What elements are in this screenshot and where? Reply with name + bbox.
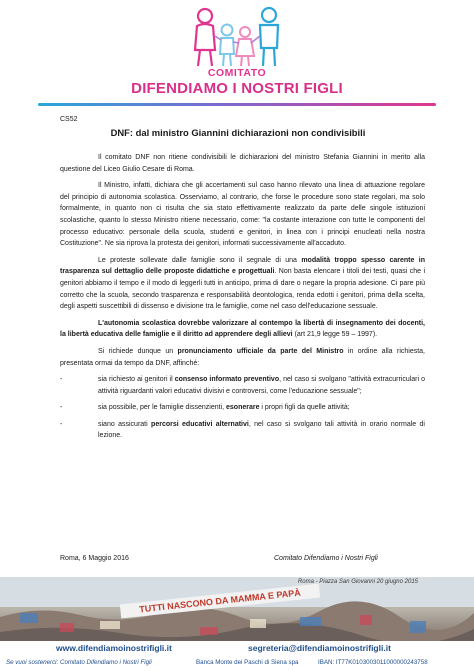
emphasis-text: pronunciamento ufficiale da parte del Ministro [177,347,344,355]
list-item: - siano assicurati percorsi educativi alternativi, nel caso si svolgano tali attività in orario normale di lezione. [60,419,425,442]
paragraph-5: Si richiede dunque un pronunciamento ufficiale da parte del Ministro in ordine alla richiesta, presentata ormai da tempo da DNF, affinché: [60,347,425,367]
letterhead [0,0,474,110]
emphasis-text: modalità troppo spesso carente in trasparenza sul dettaglio delle proposte didattiche e progettuali [60,256,425,276]
org-name-line2: DIFENDIAMO I NOSTRI FIGLI [131,80,343,97]
request-list [60,374,425,442]
photo-caption: Roma - Piazza San Giovanni 20 giugno 2015 [297,579,418,585]
document-code: CS52 [60,116,78,123]
org-name-line1: COMITATO [207,67,267,79]
paragraph-2: Il Ministro, infatti, dichiara che gli accertamenti sul caso hanno rilevato una linea di attuazione regolare del principio di autonomia scolastica. Osserviamo, al contrario, che forse le procedure sono state regolari, ma solo formalmente, in quanto non ci risulta che sia stato effettivamente realizzato da parte delle singole istituzioni scolastiche, quanto lo stesso Ministro ritiene necessario, come: "la costante interazione con tutte le componenti del processo educativo: personale della scuola, studenti e genitori, in linea con i principi enucleati nella nostra Costituzione". Ne sia riprova la protesta dei genitori, informati successivamente all'accaduto. [60,182,425,248]
document-body [60,152,425,447]
website-link[interactable]: www.difendiamoinostrifigli.it [56,643,172,653]
email-link[interactable]: segreteria@difendiamoinostrifigli.it [248,643,391,653]
place-date: Roma, 6 Maggio 2016 [60,555,129,562]
paragraph-1: Il comitato DNF non ritiene condivisibili le dichiarazioni del ministro Stefania Giannini in merito alla questione del Liceo Giulio Cesare di Roma. [60,154,425,173]
list-dash: - [60,376,63,384]
list-item: - sia richiesto ai genitori il consenso informato preventivo, nel caso si svolgano "attività extracurriculari o attività riguardanti valori educativi divisivi e controversi, come l'educazione sessuale"; [60,374,425,397]
document-title: DNF: dal ministro Giannini dichiarazioni non condivisibili [110,127,366,138]
emphasis-text: L'autonomia scolastica dovrebbe valorizzare al contempo la libertà di insegnamento dei docenti, la libertà educativa delle famiglie e il diritto ad apprendere degli allievi [60,319,425,339]
bank-name: Banca Monte dei Paschi di Siena spa [196,659,299,666]
family-figures-icon [183,6,291,68]
footer [0,641,474,671]
header-divider [38,103,436,106]
iban: IBAN: IT77K0103003011000000243758 [318,659,428,666]
signature: Comitato Difendiamo i Nostri Figli [274,555,378,562]
list-item: - sia possibile, per le famiglie dissenzienti, esonerare i propri figli da quelle attività; [60,402,425,414]
rally-banner: TUTTI NASCONO DA MAMMA E PAPÀ [120,584,320,619]
list-dash: - [60,404,63,412]
list-dash: - [60,420,63,428]
paragraph-4: L'autonomia scolastica dovrebbe valorizzare al contempo la libertà di insegnamento dei docenti, la libertà educativa delle famiglie e il diritto ad apprendere degli allievi (art 21,9 legge 59 – 1997). [60,319,425,339]
paragraph-3: Le proteste sollevate dalle famiglie sono il segnale di una modalità troppo spesso carente in trasparenza sul dettaglio delle proposte didattiche e progettuali. Non basta elencare i titoli dei testi, quasi che i genitori abbiamo il tempo e il modo di leggerli tutti in anticipo, prima di dare o negare la propria adesione. Ci pare più corretto che la scuola, secondo trasparenza e responsabilità deontologica, renda edotti i genitori, prima della scelta, degli aspetti suscettibili di dissenso e divisione tra le famiglie, come nel caso dell'educazione sessuale. [60,256,425,311]
support-label: Se vuoi sostenerci: Comitato Difendiamo i Nostri Figli [6,659,152,666]
